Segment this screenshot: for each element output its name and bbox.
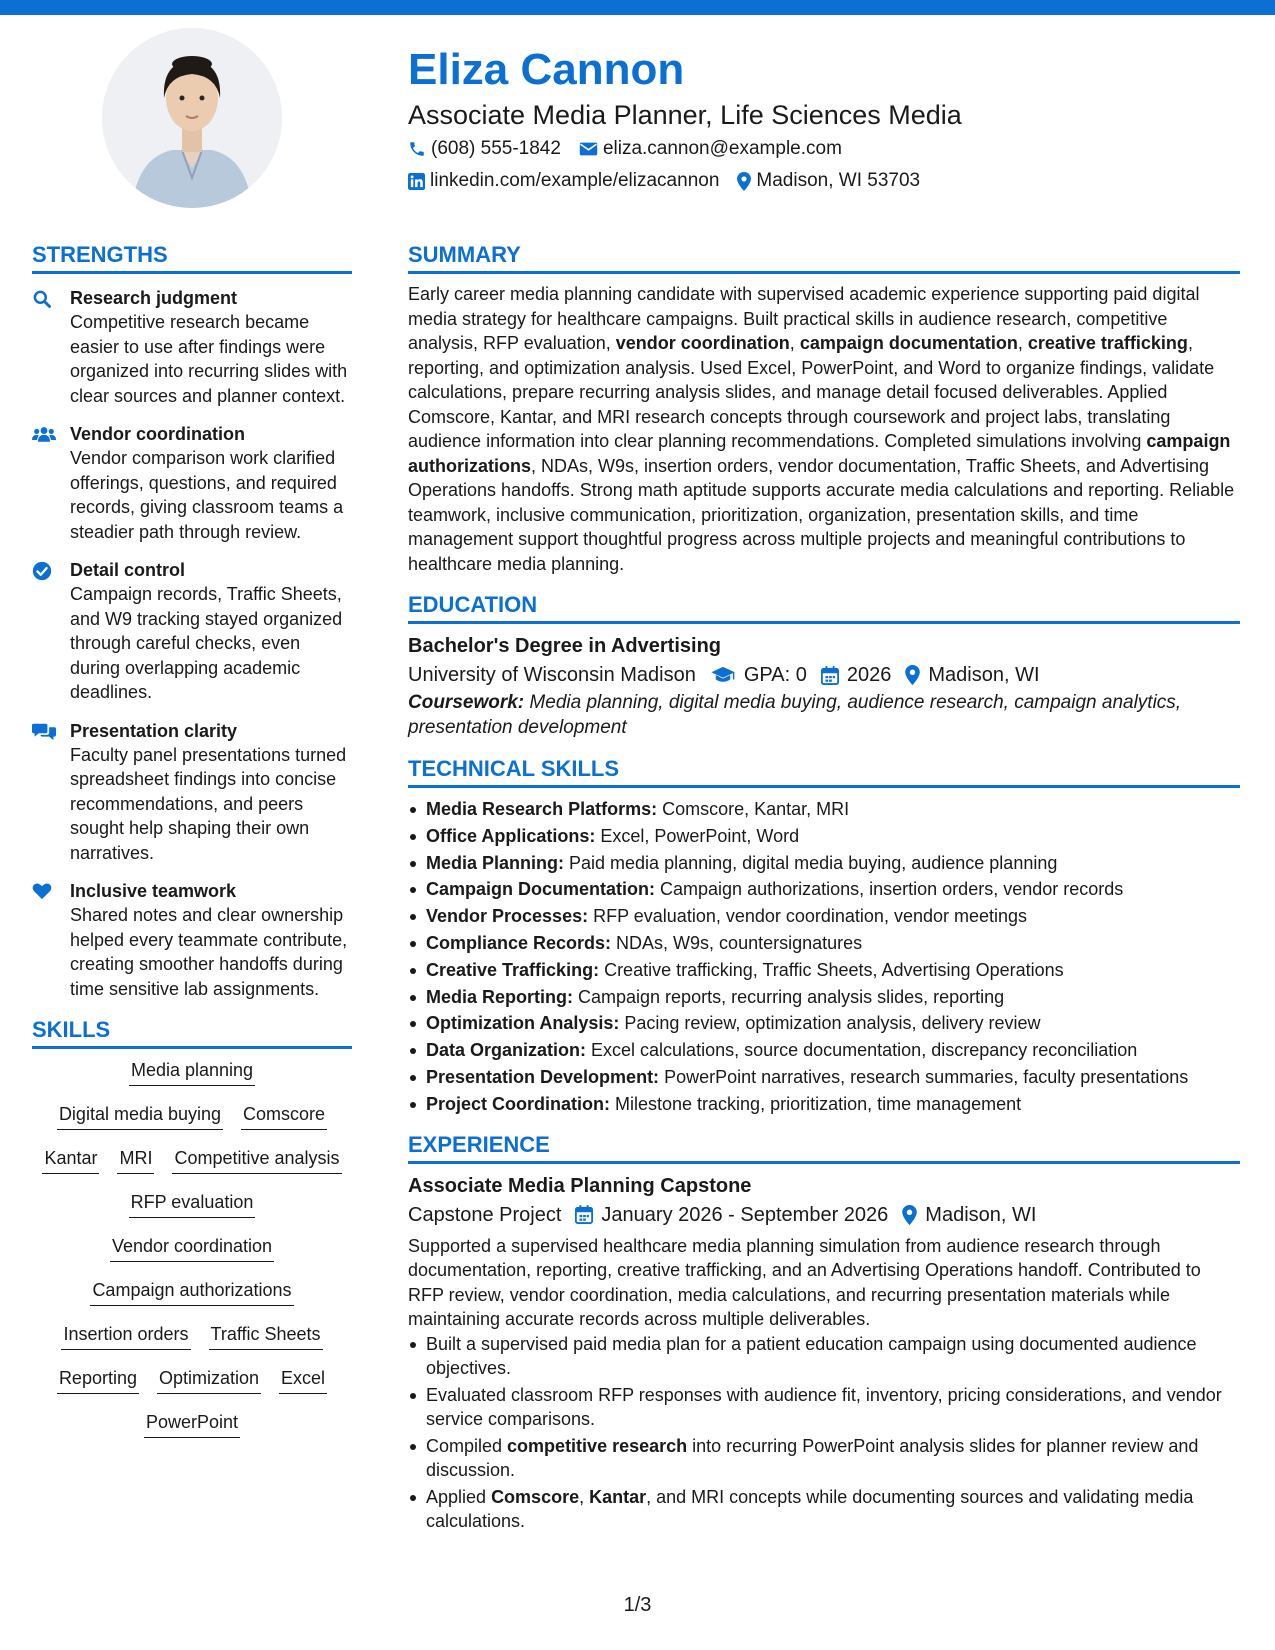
experience-bullet-text: Built a supervised paid media plan for a patient education campaign using documented audience objectives. bbox=[426, 1333, 1197, 1379]
calendar-icon bbox=[575, 1205, 593, 1224]
experience-bullet-bold: competitive research bbox=[507, 1435, 688, 1456]
summary-bold: campaign authorizations bbox=[408, 431, 1231, 476]
experience-bullet bbox=[408, 1485, 1240, 1534]
technical-skill-label: Creative Trafficking: bbox=[426, 959, 600, 980]
strength-description: Faculty panel presentations turned spreadsheet findings into concise recommendations, and peers sought help shaping their own narratives. bbox=[70, 744, 347, 863]
technical-skill-label: Compliance Records: bbox=[426, 932, 612, 953]
skill-tag: Traffic Sheets bbox=[209, 1321, 323, 1350]
strength-title: Research judgment bbox=[70, 288, 238, 308]
technical-skill-item bbox=[408, 903, 1240, 930]
technical-skill-item bbox=[408, 1091, 1240, 1118]
education-degree: Bachelor's Degree in Advertising bbox=[408, 635, 721, 657]
technical-skill-label: Optimization Analysis: bbox=[426, 1013, 620, 1034]
graduation-cap-icon bbox=[710, 666, 736, 684]
experience-bullet-text: Evaluated classroom RFP responses with audience fit, inventory, pricing considerations, and vendor service comparisons. bbox=[426, 1384, 1222, 1430]
technical-skill-value: Creative trafficking, Traffic Sheets, Advertising Operations bbox=[599, 959, 1064, 980]
experience-bullet bbox=[408, 1332, 1240, 1381]
skill-tag: Comscore bbox=[241, 1101, 327, 1130]
experience-bullet-text: into recurring PowerPoint analysis slides for planner review and discussion. bbox=[426, 1435, 1199, 1481]
technical-skill-label: Media Research Platforms: bbox=[426, 799, 658, 819]
gpa-item bbox=[710, 660, 807, 690]
skill-tag: MRI bbox=[117, 1145, 154, 1174]
skill-row bbox=[32, 1057, 352, 1086]
phone-icon bbox=[408, 140, 426, 158]
experience-bullet-text: , bbox=[579, 1486, 590, 1507]
coursework-text: Media planning, digital media buying, audience research, campaign analytics, presentation development bbox=[408, 692, 1182, 738]
dates-text: January 2026 - September 2026 bbox=[601, 1203, 889, 1226]
skill-tag: Optimization bbox=[157, 1365, 261, 1394]
experience-bullet bbox=[408, 1434, 1240, 1483]
experience-description: Supported a supervised healthcare media planning simulation from audience research through documentation, reporting, creative trafficking, and an Advertising Operations handoff. Contributed to RFP review, vendor coordination, media calculations, and recurring presentation materials while maintaining accurate records across multiple deliverables. bbox=[408, 1235, 1201, 1330]
technical-skill-label: Media Reporting: bbox=[426, 986, 573, 1007]
technical-skill-value: NDAs, W9s, countersignatures bbox=[611, 932, 863, 953]
linkedin-text[interactable]: linkedin.com/example/elizacannon bbox=[430, 170, 720, 191]
envelope-icon bbox=[579, 141, 598, 157]
strength-description: Competitive research became easier to use after findings were organized into recurring slides with clear sources and planner context. bbox=[70, 312, 348, 406]
skills-list bbox=[32, 1057, 352, 1438]
technical-skill-item bbox=[408, 796, 1240, 823]
skill-tag: Digital media buying bbox=[57, 1101, 223, 1130]
resume-header bbox=[408, 42, 1248, 196]
strength-description: Campaign records, Traffic Sheets, and W9 tracking stayed organized through careful checks, even during overlapping academic deadlines. bbox=[70, 584, 343, 702]
skill-tag: Kantar bbox=[42, 1145, 99, 1174]
school-name bbox=[408, 660, 696, 690]
skill-tag: Media planning bbox=[129, 1057, 255, 1086]
technical-skill-value: Milestone tracking, prioritization, time management bbox=[610, 1093, 1022, 1114]
technical-skill-value: RFP evaluation, vendor coordination, vendor meetings bbox=[588, 906, 1028, 927]
skill-row bbox=[32, 1409, 352, 1438]
skill-tag: PowerPoint bbox=[144, 1409, 240, 1438]
skill-tag: Vendor coordination bbox=[110, 1233, 274, 1262]
skill-row bbox=[32, 1233, 352, 1262]
map-pin-icon bbox=[737, 172, 751, 191]
skill-row bbox=[32, 1101, 352, 1130]
technical-skill-value: PowerPoint narratives, research summaries, faculty presentations bbox=[659, 1066, 1189, 1087]
technical-skill-label: Vendor Processes: bbox=[426, 906, 589, 927]
technical-skill-item bbox=[408, 1010, 1240, 1037]
strength-description: Vendor comparison work clarified offerings, questions, and required records, giving classroom teams a steadier path through review. bbox=[70, 448, 344, 542]
technical-skill-item bbox=[408, 823, 1240, 850]
technical-skills-list bbox=[408, 796, 1240, 1118]
summary-text bbox=[408, 282, 1240, 576]
experience-bullet-text: Applied bbox=[426, 1486, 492, 1507]
experience-dates bbox=[575, 1200, 888, 1230]
map-pin-icon bbox=[905, 665, 920, 685]
coursework bbox=[408, 690, 1240, 740]
technical-skill-value: Paid media planning, digital media buying, audience planning bbox=[564, 852, 1058, 873]
technical-skill-label: Office Applications: bbox=[426, 825, 596, 846]
experience-meta bbox=[408, 1200, 1240, 1230]
experience-heading: EXPERIENCE bbox=[408, 1130, 1240, 1164]
summary-text: , NDAs, W9s, insertion orders, vendor documentation, Traffic Sheets, and Advertising Operations handoffs. Strong math aptitude supports accurate media calculations and reporting. Reliable teamwork, inclusive communication, prioritization, organization, presentation skills, and time management support thoughtful progress across multiple projects and meaningful contributions to healthcare media planning. bbox=[408, 455, 1235, 574]
technical-skill-value: Campaign authorizations, insertion orders, vendor records bbox=[655, 879, 1124, 900]
calendar-icon bbox=[821, 666, 839, 685]
technical-skill-value: Excel, PowerPoint, Word bbox=[595, 825, 800, 846]
strength-title: Detail control bbox=[70, 560, 186, 580]
skill-row bbox=[32, 1145, 352, 1174]
education-heading: EDUCATION bbox=[408, 590, 1240, 624]
skill-row bbox=[32, 1321, 352, 1350]
technical-skill-item bbox=[408, 957, 1240, 984]
year-text: 2026 bbox=[846, 664, 892, 686]
comments-icon bbox=[32, 719, 70, 866]
map-pin-icon bbox=[902, 1205, 917, 1225]
heart-icon bbox=[32, 879, 70, 1001]
right-column bbox=[408, 240, 1240, 1536]
coursework-label: Coursework: bbox=[408, 692, 525, 713]
check-circle-icon bbox=[32, 558, 70, 705]
technical-skill-label: Project Coordination: bbox=[426, 1093, 610, 1114]
email-text[interactable]: eliza.cannon@example.com bbox=[602, 138, 842, 159]
linkedin-contact[interactable] bbox=[408, 166, 719, 196]
left-column bbox=[32, 240, 352, 1453]
strength-item bbox=[32, 286, 352, 408]
candidate-name: Eliza Cannon bbox=[408, 45, 685, 94]
summary-text: , bbox=[1017, 333, 1028, 353]
skill-tag: Campaign authorizations bbox=[90, 1277, 293, 1306]
skills-heading: SKILLS bbox=[32, 1015, 352, 1049]
technical-skill-value: Pacing review, optimization analysis, delivery review bbox=[619, 1013, 1041, 1034]
technical-skill-label: Campaign Documentation: bbox=[426, 879, 656, 900]
exp-location-text: Madison, WI bbox=[925, 1203, 1037, 1226]
summary-text: Early career media planning candidate with supervised academic experience supporting paid digital media strategy for healthcare campaigns. Built practical skills in audience research, competitive analysis, RFP evaluation, bbox=[408, 284, 1200, 353]
school-text: University of Wisconsin Madison bbox=[408, 664, 696, 686]
summary-heading: SUMMARY bbox=[408, 240, 1240, 274]
technical-skill-value: Comscore, Kantar, MRI bbox=[657, 799, 850, 819]
technical-skill-label: Media Planning: bbox=[426, 852, 565, 873]
phone-text: (608) 555-1842 bbox=[431, 138, 561, 159]
technical-skill-value: Excel calculations, source documentation, discrepancy reconciliation bbox=[586, 1040, 1138, 1061]
skill-row bbox=[32, 1189, 352, 1218]
contact-row-2 bbox=[408, 166, 1248, 196]
technical-skills-heading: TECHNICAL SKILLS bbox=[408, 754, 1240, 788]
technical-skill-item bbox=[408, 1064, 1240, 1091]
strength-item bbox=[32, 719, 352, 866]
experience-org bbox=[408, 1200, 561, 1230]
strength-description: Shared notes and clear ownership helped every teammate contribute, creating smoother handoffs during time sensitive lab assignments. bbox=[70, 905, 348, 999]
location-contact bbox=[737, 166, 920, 196]
org-text: Capstone Project bbox=[408, 1203, 562, 1226]
page-number: 1/3 bbox=[623, 1594, 652, 1616]
technical-skill-label: Presentation Development: bbox=[426, 1066, 660, 1087]
summary-text: , bbox=[789, 333, 800, 353]
summary-bold: creative trafficking bbox=[1027, 333, 1188, 353]
strength-title: Vendor coordination bbox=[70, 424, 246, 444]
email-contact[interactable] bbox=[579, 134, 842, 164]
gpa-text: GPA: 0 bbox=[743, 664, 807, 686]
experience-bullets bbox=[408, 1332, 1240, 1534]
technical-skill-item bbox=[408, 1037, 1240, 1064]
skill-row bbox=[32, 1365, 352, 1394]
experience-bullet-bold: Kantar bbox=[589, 1486, 647, 1507]
strengths-list bbox=[32, 286, 352, 1001]
technical-skill-value: Campaign reports, recurring analysis slides, reporting bbox=[573, 986, 1005, 1007]
candidate-title: Associate Media Planner, Life Sciences Media bbox=[408, 100, 962, 130]
top-accent-bar bbox=[0, 0, 1275, 15]
edu-location-text: Madison, WI bbox=[928, 664, 1040, 686]
search-icon bbox=[32, 286, 70, 408]
linkedin-icon bbox=[408, 173, 425, 190]
experience-bullet bbox=[408, 1383, 1240, 1432]
summary-bold: vendor coordination bbox=[615, 333, 790, 353]
year-item bbox=[821, 660, 892, 690]
technical-skill-item bbox=[408, 876, 1240, 903]
experience-bullet-text: , and MRI concepts while documenting sources and validating media calculations. bbox=[426, 1486, 1194, 1532]
education-meta bbox=[408, 660, 1240, 690]
skill-tag: Insertion orders bbox=[61, 1321, 190, 1350]
users-icon bbox=[32, 422, 70, 544]
summary-bold: campaign documentation bbox=[799, 333, 1018, 353]
technical-skill-item bbox=[408, 930, 1240, 957]
strength-item bbox=[32, 879, 352, 1001]
strengths-heading: STRENGTHS bbox=[32, 240, 352, 274]
experience-role: Associate Media Planning Capstone bbox=[408, 1174, 752, 1197]
strength-title: Presentation clarity bbox=[70, 720, 238, 741]
skill-row bbox=[32, 1277, 352, 1306]
strength-item bbox=[32, 422, 352, 544]
strength-item bbox=[32, 558, 352, 705]
skill-tag: Excel bbox=[279, 1365, 327, 1394]
experience-bullet-bold: Comscore bbox=[491, 1486, 580, 1507]
profile-photo bbox=[102, 28, 282, 208]
phone-contact bbox=[408, 134, 561, 164]
edu-location-item bbox=[905, 660, 1039, 690]
contact-row-1 bbox=[408, 134, 1248, 164]
experience-location bbox=[902, 1200, 1036, 1230]
skill-tag: Reporting bbox=[57, 1365, 139, 1394]
technical-skill-label: Data Organization: bbox=[426, 1040, 587, 1061]
skill-tag: Competitive analysis bbox=[172, 1145, 341, 1174]
location-text: Madison, WI 53703 bbox=[756, 170, 921, 191]
technical-skill-item bbox=[408, 850, 1240, 877]
skill-tag: RFP evaluation bbox=[129, 1189, 256, 1218]
strength-title: Inclusive teamwork bbox=[70, 881, 237, 901]
experience-bullet-text: Compiled bbox=[426, 1435, 508, 1456]
technical-skill-item bbox=[408, 984, 1240, 1011]
summary-text: , reporting, and optimization analysis. Used Excel, PowerPoint, and Word to organize findings, validate calculations, prepare recurring analysis slides, and manage detail focused deliverables. Applied Comscore, Kantar, and MRI research concepts through coursework and project labs, translating audience information into clear planning recommendations. Completed simulations involving bbox=[408, 333, 1215, 451]
